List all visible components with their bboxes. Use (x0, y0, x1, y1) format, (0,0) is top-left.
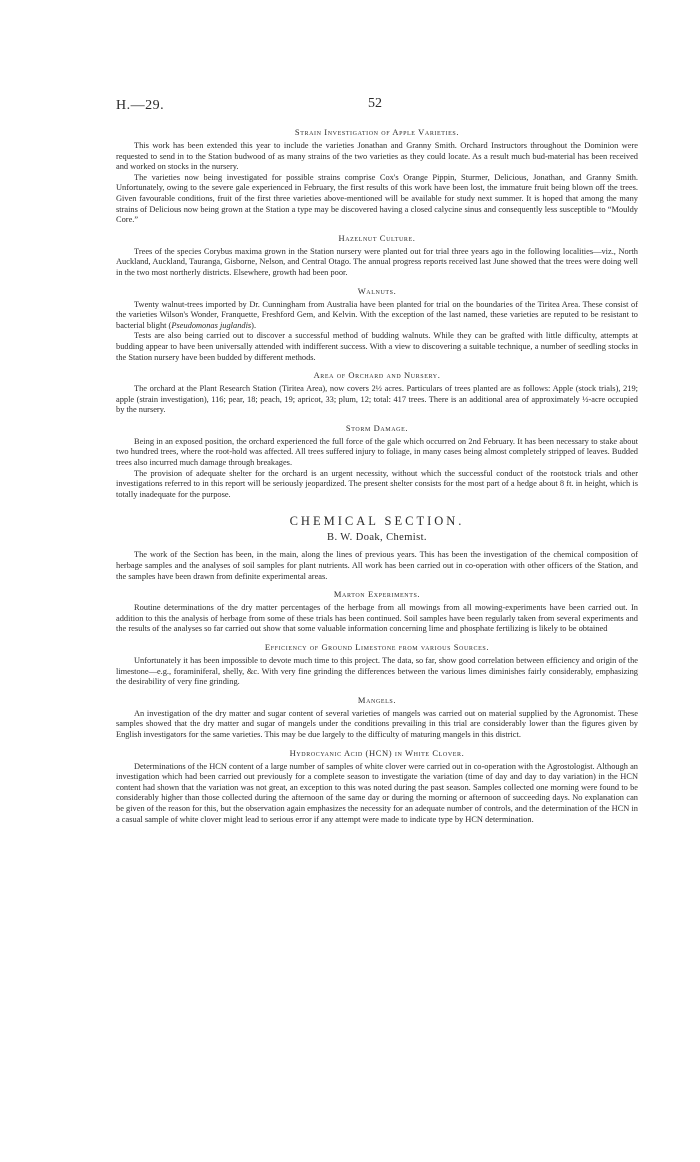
paragraph: Being in an exposed position, the orchard experienced the full force of the gale which occurred on 2nd February. It has been necessary to stake about two hundred trees, where the root-hold was affected. All trees suffered injury to foliage, in many cases being almost completely stripped of leaves. Budded trees also incurred much damage through breakages. (116, 436, 638, 468)
section-author: B. W. Doak, Chemist. (327, 532, 427, 544)
paragraph: Unfortunately it has been impossible to devote much time to this project. The data, so far, show good correlation between efficiency and origin of the limestone—e.g., foraminiferal, shelly, &c. With very fine grinding the differences between the various limes diminishes fairly considerably, emphasizing the desirability of very fine grinding. (116, 656, 638, 687)
heading-hcn-white-clover: Hydrocyanic Acid (HCN) in White Clover. (289, 747, 465, 758)
heading-area-orchard-nursery: Area of Orchard and Nursery. (313, 370, 441, 381)
paragraph: Trees of the species Corybus maxima grown in the Station nursery were planted out for trial three years ago in the following localities—viz., North Auckland, Auckland, Tauranga, Gisborne, Nelson, and Central Otago. The annual progress reports received last June showed that the trees were doing well in the two most northerly districts. Elsewhere, growth had been poor. (116, 246, 638, 277)
paragraph: Routine determinations of the dry matter percentages of the herbage from all mowings from all mowing-experiments have been carried out. In addition to this the analysis of herbage from some of these trials has been continued. Soil samples have been regularly taken from several experiments and the results of the analyses so far carried out show that some valuable information concerning lime and phosphate fertilizing is likely to be obtained (116, 603, 638, 634)
document-page (116, 98, 638, 825)
paragraph: The orchard at the Plant Research Station (Tiritea Area), now covers 2½ acres. Particulars of trees planted are as follows: Apple (stock trials), 219; apple (strain investigation), 116; pear, 18; peach, 19; apricot, 33; plum, 12; total: 417 trees. There is an additional area of approximately ½-acre occupied by the nursery. (116, 384, 638, 415)
section-title-chemical: CHEMICAL SECTION. (289, 514, 465, 529)
heading-strain-investigation: Strain Investigation of Apple Varieties. (294, 127, 460, 137)
paragraph: Determinations of the HCN content of a large number of samples of white clover were carried out in co-operation with the Agrostologist. Although an investigation which had been carried out previously for a complete season to investigate the variation (time of day and day to day variation) in the HCN content had shown that the variation was not great, an exception to this was noted during the past season. Samples collected one morning were found to be considerably higher than those collected during the afternoon of the same day or during the morning or afternoon of succeeding days. No explanation can be given of the reason for this, but the observation again emphasizes the necessity for an adequate number of controls, and the determination of the HCN in a casual sample of white clover might lead to serious error if any attempt were made to indicate type by HCN determination. (116, 761, 638, 824)
paragraph: Tests are also being carried out to discover a successful method of budding walnuts. While they can be grafted with little difficulty, attempts at budding appear to have been universally attended with indifferent success. With a view to discovering a suitable technique, a number of seedling stocks in the Station nursery have been budded by different methods. (116, 331, 638, 362)
paragraph: This work has been extended this year to include the varieties Jonathan and Granny Smith. Orchard Instructors throughout the Dominion were requested to send in to the Station budwood of as many strains of the two varieties as they could locate. As a result much bud-material has been received and worked on stocks in the nursery. (116, 141, 638, 172)
page-number: 52 (368, 96, 382, 111)
paragraph: The varieties now being investigated for possible strains comprise Cox's Orange Pippin, Sturmer, Delicious, Jonathan, and Granny Smith. Unfortunately, owing to the severe gale experienced in February, the first results of this work have been lost, the immature fruit being blown off the trees. Given favourable conditions, fruit of the first three varieties above-mentioned will be available for study next summer. It is hoped that among the many strains of Delicious now being grown at the Station a type may be discovered having a closed calycine sinus and consequently less susceptible to “Mouldy Core.” (116, 172, 638, 225)
species-name: Pseudomonas juglandis (171, 320, 252, 330)
document-reference: H.—29. (116, 98, 165, 113)
page-header (116, 98, 638, 120)
heading-storm-damage: Storm Damage. (345, 422, 409, 433)
heading-walnuts: Walnuts. (357, 285, 397, 296)
text-run: Twenty walnut-trees imported by Dr. Cunningham from Australia have been planted for trial on the boundaries of the Tiritea Area. These consist of the varieties Wilson's Wonder, Franquette, Freshford Gem, and Kelvin. With the exception of the last named, these varieties are reputed to be resistant to bacterial blight ( (116, 299, 638, 330)
heading-marton-experiments: Marton Experiments. (333, 589, 421, 600)
paragraph (116, 300, 638, 332)
text-run: ). (251, 320, 257, 330)
heading-hazelnut-culture: Hazelnut Culture. (338, 232, 416, 243)
heading-mangels: Mangels. (357, 694, 397, 705)
paragraph: The provision of adequate shelter for the orchard is an urgent necessity, without which the successful conduct of the rootstock trials and other investigations referred to in this report will be seriously jeopardized. The present shelter consists for the most part of a hedge about 8 ft. in height, which is totally inadequate for the purpose. (116, 468, 638, 499)
paragraph: An investigation of the dry matter and sugar content of several varieties of mangels was carried out on material supplied by the Agronomist. These samples showed that the dry matter and sugar of mangels under the conditions prevailing in this trial are considerably lower than the figures given by English investigators for the same varieties. This may be due largely to the difficulty of maturing mangels in this district. (116, 708, 638, 739)
paragraph: The work of the Section has been, in the main, along the lines of previous years. This has been the investigation of the chemical composition of herbage samples and the analyses of soil samples for plant nutrients. All work has been carried out in co-operation with other officers of the Station, and the samples have been drawn from definite experimental areas. (116, 550, 638, 581)
heading-ground-limestone: Efficiency of Ground Limestone from various Sources. (264, 642, 490, 652)
